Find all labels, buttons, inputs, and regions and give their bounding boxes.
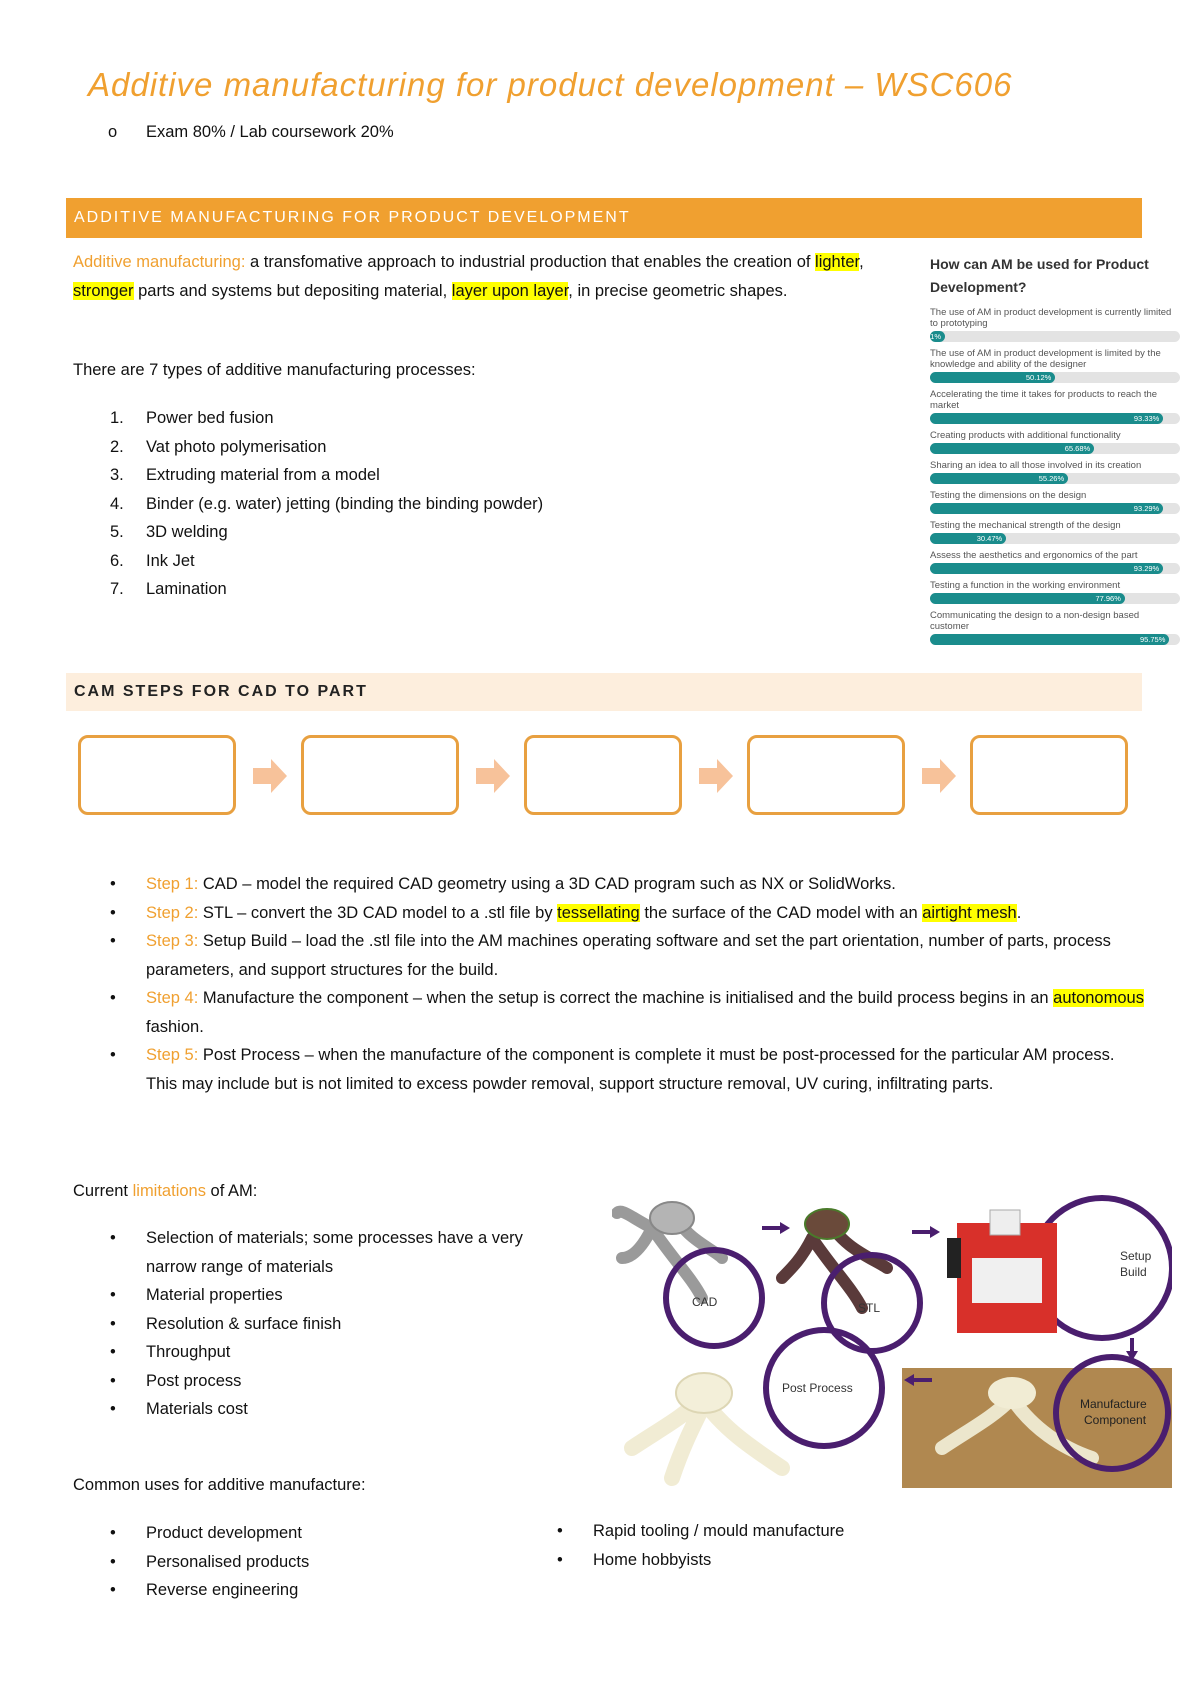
list-item bbox=[520, 1546, 950, 1575]
poll-bar-track bbox=[923, 331, 1180, 342]
step-label: Step 1: bbox=[146, 875, 199, 893]
list-item bbox=[73, 404, 543, 433]
poll-item bbox=[930, 580, 1180, 604]
poll-bar-track bbox=[930, 413, 1180, 424]
limitations-prefix: Current bbox=[73, 1182, 133, 1200]
uses-list-left bbox=[73, 1519, 503, 1605]
step-text: CAD – model the required CAD geometry using a 3D CAD program such as NX or SolidWorks. bbox=[198, 875, 896, 893]
poll-bar-fill bbox=[923, 331, 945, 342]
item-text: Power bed fusion bbox=[146, 409, 274, 427]
bullet-icon: • bbox=[110, 1552, 116, 1571]
poll-title: How can AM be used for Product Development? bbox=[930, 256, 1149, 295]
bullet-icon: • bbox=[110, 1343, 116, 1361]
printer-image bbox=[947, 1210, 1057, 1333]
item-number: 6. bbox=[110, 551, 124, 570]
page-title: Additive manufacturing for product development – WSC606 bbox=[88, 66, 1013, 103]
definition-text: parts and systems but depositing material, bbox=[133, 282, 452, 300]
bullet-icon: • bbox=[110, 875, 116, 893]
list-item bbox=[73, 1281, 593, 1310]
poll-bar-fill bbox=[930, 443, 1094, 454]
bullet-icon: • bbox=[110, 1046, 116, 1064]
list-item bbox=[73, 490, 543, 519]
am-process-diagram bbox=[612, 1188, 1172, 1488]
poll-bar-track bbox=[930, 533, 1180, 544]
item-text: Reverse engineering bbox=[146, 1581, 299, 1599]
poll-item-label: Communicating the design to a non-design based customer bbox=[930, 610, 1140, 632]
flow-arrow-icon bbox=[697, 757, 735, 795]
highlight-airtight-mesh: airtight mesh bbox=[922, 903, 1017, 922]
poll-item-label: The use of AM in product development is limited by the knowledge and ability of the designer bbox=[930, 348, 1161, 370]
poll-item-label: The use of AM in product development is currently limited to prototyping bbox=[930, 307, 1172, 329]
poll-bar-track bbox=[930, 563, 1180, 574]
poll-item bbox=[930, 430, 1180, 454]
item-text: Material properties bbox=[146, 1286, 283, 1304]
flow-box-1 bbox=[78, 735, 236, 815]
step-item bbox=[73, 1041, 1148, 1098]
poll-item-label: Testing the mechanical strength of the design bbox=[930, 520, 1121, 531]
poll-bar-fill bbox=[930, 563, 1163, 574]
step-text: fashion. bbox=[146, 1017, 204, 1036]
item-text: Selection of materials; some processes have a very narrow range of materials bbox=[146, 1229, 523, 1276]
poll-item-label: Assess the aesthetics and ergonomics of the part bbox=[930, 550, 1138, 561]
diagram-label-setup: Setup bbox=[1120, 1249, 1152, 1263]
exam-bullet: o bbox=[108, 123, 118, 141]
step-label: Step 3: bbox=[146, 932, 199, 950]
list-item bbox=[73, 461, 543, 490]
item-text: Vat photo polymerisation bbox=[146, 437, 327, 456]
item-text: Product development bbox=[146, 1524, 302, 1542]
list-item bbox=[73, 433, 543, 462]
diagram-label-build: Build bbox=[1120, 1265, 1147, 1279]
item-number: 2. bbox=[110, 437, 124, 456]
bullet-icon: • bbox=[110, 1314, 116, 1333]
step-item bbox=[73, 870, 1148, 899]
step-text: the surface of the CAD model with an bbox=[639, 903, 923, 922]
definition-text: a transfomative approach to industrial production that enables the creation of bbox=[245, 253, 816, 271]
list-item bbox=[73, 1519, 503, 1548]
poll-bar-track bbox=[930, 503, 1180, 514]
step-text: Setup Build – load the .stl file into the AM machines operating software and set the part orientation, number of parts, process parameters, and support structures for the build. bbox=[146, 932, 1111, 979]
poll-item-label: Testing the dimensions on the design bbox=[930, 490, 1087, 501]
poll-item-label: Creating products with additional functionality bbox=[930, 430, 1121, 441]
section-heading-am: ADDITIVE MANUFACTURING FOR PRODUCT DEVELOPMENT bbox=[66, 198, 1142, 238]
poll-item-label: Sharing an idea to all those involved in its creation bbox=[930, 460, 1142, 471]
poll-panel bbox=[923, 253, 1180, 651]
item-text: 3D welding bbox=[146, 523, 228, 541]
bullet-icon: • bbox=[110, 1524, 116, 1542]
limitations-list bbox=[73, 1224, 593, 1424]
poll-percentage: 93.29% bbox=[1133, 504, 1160, 513]
list-item bbox=[73, 1310, 593, 1339]
poll-item bbox=[930, 550, 1180, 574]
definition-text: , bbox=[859, 253, 864, 271]
poll-item bbox=[930, 460, 1180, 484]
poll-bar-fill bbox=[930, 634, 1169, 645]
highlight-lighter: lighter bbox=[815, 253, 860, 271]
step-text: Post Process – when the manufacture of the component is complete it must be post-processed for the particular AM process. This may include but is not limited to excess powder removal, support structure removal, UV curing, infiltrating parts. bbox=[146, 1046, 1115, 1093]
limitations-word: limitations bbox=[132, 1182, 206, 1200]
flow-box-5 bbox=[970, 735, 1128, 815]
flow-box-2 bbox=[301, 735, 459, 815]
poll-bar-track bbox=[930, 473, 1180, 484]
flow-arrow-icon bbox=[920, 757, 958, 795]
step-text: STL – convert the 3D CAD model to a .stl file by bbox=[198, 903, 558, 922]
diagram-arrow-icon bbox=[780, 1222, 790, 1234]
limitations-suffix: of AM: bbox=[205, 1182, 258, 1200]
poll-item bbox=[930, 348, 1180, 383]
diagram-label-manufacture: Manufacture bbox=[1080, 1397, 1147, 1411]
poll-percentage: 95.75% bbox=[1139, 635, 1166, 644]
poll-bar-fill bbox=[930, 413, 1163, 424]
item-number: 4. bbox=[110, 494, 124, 513]
poll-percentage: 93.33% bbox=[1133, 414, 1160, 423]
poll-bar-track bbox=[930, 593, 1180, 604]
poll-bar-fill bbox=[930, 593, 1125, 604]
item-number: 5. bbox=[110, 523, 124, 541]
poll-item-label: Testing a function in the working environment bbox=[930, 580, 1121, 591]
flow-arrow-icon bbox=[251, 757, 289, 795]
poll-percentage: 5.1% bbox=[923, 332, 941, 341]
section-heading-cam: CAM STEPS FOR CAD TO PART bbox=[66, 673, 1142, 711]
item-text: Extruding material from a model bbox=[146, 466, 380, 484]
step-label: Step 5: bbox=[146, 1046, 199, 1064]
item-text: Resolution & surface finish bbox=[146, 1314, 342, 1333]
poll-bar-fill bbox=[930, 533, 1006, 544]
step-item bbox=[73, 899, 1148, 928]
item-text: Binder (e.g. water) jetting (binding the binding powder) bbox=[146, 494, 544, 513]
limitations-title bbox=[73, 1177, 257, 1206]
list-item bbox=[73, 1395, 593, 1424]
list-item bbox=[73, 518, 543, 547]
highlight-layer: layer upon layer bbox=[451, 282, 569, 300]
poll-bar-track bbox=[930, 634, 1180, 645]
exam-weighting bbox=[108, 123, 394, 142]
item-number: 7. bbox=[110, 580, 124, 598]
flow-box-3 bbox=[524, 735, 682, 815]
definition-term: Additive manufacturing: bbox=[73, 253, 246, 271]
step-item bbox=[73, 927, 1148, 984]
highlight-autonomous: autonomous bbox=[1053, 989, 1144, 1007]
flow-arrow-icon bbox=[474, 757, 512, 795]
poll-percentage: 93.29% bbox=[1133, 564, 1160, 573]
step-label: Step 2: bbox=[146, 903, 199, 922]
highlight-stronger: stronger bbox=[73, 282, 134, 300]
poll-percentage: 65.68% bbox=[1064, 444, 1091, 453]
step-text: . bbox=[1016, 903, 1022, 922]
bullet-icon: • bbox=[110, 1400, 116, 1418]
diagram-arrow-icon bbox=[930, 1226, 940, 1238]
stl-model-image bbox=[782, 1209, 887, 1308]
poll-bar-fill bbox=[930, 372, 1055, 383]
item-number: 1. bbox=[110, 409, 124, 427]
step-item bbox=[73, 984, 1148, 1041]
item-text: Personalised products bbox=[146, 1552, 310, 1571]
types-list bbox=[73, 404, 543, 604]
poll-bar-fill bbox=[930, 503, 1163, 514]
cam-steps-list bbox=[73, 870, 1148, 1098]
diagram-label-stl: STL bbox=[858, 1301, 881, 1315]
list-item bbox=[73, 575, 543, 604]
exam-text: Exam 80% / Lab coursework 20% bbox=[146, 123, 394, 141]
definition-text: , in precise geometric shapes. bbox=[568, 282, 788, 300]
bullet-icon: • bbox=[110, 1286, 116, 1304]
list-item bbox=[73, 1367, 593, 1396]
poll-percentage: 30.47% bbox=[976, 534, 1003, 543]
bullet-icon: • bbox=[557, 1550, 563, 1569]
step-text: Manufacture the component – when the setup is correct the machine is initialised and the build process begins in an bbox=[198, 989, 1054, 1007]
poll-item bbox=[923, 307, 1180, 342]
bullet-icon: • bbox=[110, 1229, 116, 1247]
types-intro: There are 7 types of additive manufacturing processes: bbox=[73, 361, 476, 379]
diagram-label-cad: CAD bbox=[692, 1295, 718, 1309]
poll-bar-track bbox=[930, 372, 1180, 383]
step-label: Step 4: bbox=[146, 989, 199, 1007]
bullet-icon: • bbox=[110, 1371, 116, 1390]
bullet-icon: • bbox=[557, 1522, 563, 1540]
poll-item bbox=[930, 389, 1180, 424]
item-text: Rapid tooling / mould manufacture bbox=[593, 1522, 845, 1540]
list-item bbox=[73, 1224, 593, 1281]
post-processed-part-image bbox=[632, 1373, 782, 1478]
poll-item bbox=[930, 490, 1180, 514]
diagram-label-post-process: Post Process bbox=[782, 1381, 853, 1395]
item-text: Materials cost bbox=[146, 1400, 248, 1418]
bullet-icon: • bbox=[110, 932, 116, 950]
list-item bbox=[73, 1548, 503, 1577]
poll-percentage: 55.26% bbox=[1038, 474, 1065, 483]
list-item bbox=[73, 1338, 593, 1367]
bullet-icon: • bbox=[110, 903, 116, 922]
uses-list-right bbox=[520, 1517, 950, 1574]
list-item bbox=[73, 547, 543, 576]
list-item bbox=[520, 1517, 950, 1546]
item-text: Throughput bbox=[146, 1343, 231, 1361]
poll-bar-fill bbox=[930, 473, 1068, 484]
flow-box-4 bbox=[747, 735, 905, 815]
diagram-label-component: Component bbox=[1084, 1413, 1147, 1427]
list-item bbox=[73, 1576, 503, 1605]
am-definition bbox=[73, 248, 913, 306]
bullet-icon: • bbox=[110, 1581, 116, 1599]
uses-title: Common uses for additive manufacture: bbox=[73, 1476, 366, 1494]
poll-percentage: 50.12% bbox=[1025, 373, 1052, 382]
item-text: Ink Jet bbox=[146, 551, 195, 570]
poll-item bbox=[930, 610, 1180, 645]
item-text: Post process bbox=[146, 1371, 242, 1390]
poll-item bbox=[930, 520, 1180, 544]
item-number: 3. bbox=[110, 466, 124, 484]
poll-item-label: Accelerating the time it takes for products to reach the market bbox=[930, 389, 1158, 411]
item-text: Lamination bbox=[146, 580, 227, 598]
bullet-icon: • bbox=[110, 989, 116, 1007]
item-text: Home hobbyists bbox=[593, 1550, 712, 1569]
poll-percentage: 77.96% bbox=[1095, 594, 1121, 603]
poll-bar-track bbox=[930, 443, 1180, 454]
highlight-tessellating: tessellating bbox=[557, 903, 640, 922]
